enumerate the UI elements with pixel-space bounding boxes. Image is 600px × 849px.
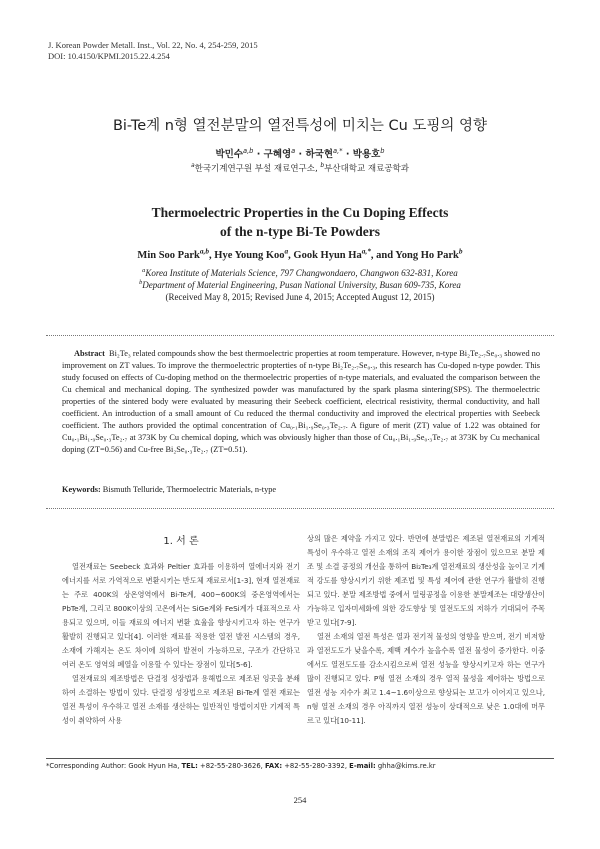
kr-affil-b: 부산대학교 재료공학과 <box>324 164 409 174</box>
en-affil-a: Korea Institute of Materials Science, 797 Changwondaero, Changwon 632-831, Korea <box>145 268 458 278</box>
english-title <box>0 203 600 241</box>
kr-author-3-mark: a,* <box>333 146 343 155</box>
kr-author-1-mark: a,b <box>243 146 254 155</box>
en-affil-a-mark: a <box>142 267 146 274</box>
kr-sep-3: · <box>342 149 353 160</box>
keywords-text: Bismuth Telluride, Thermoelectric Materials, n-type <box>102 485 277 494</box>
en-author-4: and Yong Ho Park <box>376 250 459 261</box>
kr-author-2: 구혜영 <box>263 149 292 160</box>
body-left-paragraph-2: 열전재료의 제조방법은 단결정 성장법과 용해법으로 제조된 잉곳을 분쇄하여 소결하는 방법이 있다. 단결정 성장법으로 제조된 Bi-Te계 열전 재료는 열전 특성이 우수하고 열전 소재를 생산하는 일반적인 방법이지만 기계적 특성이 취약하여 사용 <box>62 674 300 725</box>
en-author-4-mark: b <box>458 246 463 256</box>
en-author-2: Hye Young Koo <box>214 250 285 261</box>
journal-header <box>48 40 258 62</box>
en-affil-b-mark: b <box>139 279 143 286</box>
footnote-email: ghha@kims.re.kr <box>375 762 436 770</box>
abstract <box>62 348 540 456</box>
body-right-paragraph-2: 열전 소재의 열전 특성은 열과 전기적 물성의 영향을 받으며, 전기 비저항과 열전도도가 낮을수록, 제백 계수가 높을수록 열전 물성이 증가한다. 이중에서도 열전도도를 감소시킴으로써 열전 성능을 향상시키고자 하는 연구가 많이 진행되고 있다. P형 열전 소재의 경우 열적 물성을 제어하는 방법으로 열전 성능 지수가 최고 1.4~1.6이상으로 향상되는 보고가 이어지고 있으나, n형 열전 소재의 경우 아직까지 열전 성능이 상대적으로 낮은 1.0대에 머무르고 있다[10-11]. <box>307 632 545 725</box>
kr-author-4: 박용호 <box>352 149 381 160</box>
footnote-tel: +82-55-280-3626, <box>197 762 265 770</box>
korean-authors <box>0 146 600 160</box>
en-affil-b: Department of Material Engineering, Pusan National University, Busan 609-735, Korea <box>142 280 461 290</box>
en-author-3-mark: a,* <box>361 246 371 256</box>
english-title-line-1: Thermoelectric Properties in the Cu Doping Effects <box>151 205 449 220</box>
body-left-paragraph-1: 열전재료는 Seebeck 효과와 Peltier 효과를 이용하여 열에너지와 전기에너지를 서로 가역적으로 변환시키는 반도체 재료로서[1-3], 현재 열전재료는 주로 400K의 상온영역에서 Bi-Te계, 400~600K의 중온영역에서는 PbTe계, 그리고 800K이상의 고온에서는 SiGe계와 FeSi계가 대표적으로 사용되고 있으며, 이들 재료의 에너지 변환 효율을 향상시키고자 하는 연구가 활발히 진행되고 있다[4]. 이러한 재료를 적용한 열전 발전 시스템의 경우, 소재에 가해지는 온도 차이에 의하여 발전이 가능하므로, 구조가 간단하고 여러 온도 영역의 폐열을 이용할 수 있다는 장점이 있다[5-6]. <box>62 562 300 669</box>
section-1-title: 1. 서 론 <box>163 536 199 547</box>
korean-affiliations <box>0 162 600 174</box>
abstract-label: Abstract <box>74 349 105 358</box>
en-author-1-mark: a,b <box>199 246 210 256</box>
keywords <box>62 485 540 494</box>
kr-sep-1: · <box>253 149 264 160</box>
footnote-divider <box>46 758 554 759</box>
kr-sep-2: · <box>295 149 306 160</box>
english-affiliations <box>0 267 600 291</box>
footnote-prefix: *Corresponding Author: Gook Hyun Ha, <box>46 762 182 770</box>
footnote-fax: +82-55-280-3392, <box>282 762 350 770</box>
english-authors: Min Soo Park$^{a,b}$, Hye Young Koo$^a$, Gook Hyun $Ha^{a,*}$, and Yong Ho Park$^b$ <box>137 246 463 261</box>
kr-author-3: 하국현 <box>305 149 334 160</box>
footnote-email-label: E-mail: <box>349 762 376 770</box>
kr-author-4-mark: b <box>380 146 385 155</box>
korean-title: Bi-Te계 n형 열전분말의 열전특성에 미치는 Cu 도핑의 영향 <box>112 118 488 134</box>
journal-citation: J. Korean Powder Metall. Inst., Vol. 22, No. 4, 254-259, 2015 <box>48 40 258 50</box>
en-author-2-mark: a <box>284 246 289 256</box>
footnote-tel-label: TEL: <box>181 762 198 770</box>
kr-affil-a: 한국기계연구원 부설 재료연구소, <box>194 164 321 174</box>
en-author-1: Min Soo Park <box>137 250 200 261</box>
corresponding-author-footnote <box>46 762 436 770</box>
en-author-3: Gook Hyun Ha <box>293 250 362 261</box>
body-right-paragraph-1: 상의 많은 제약을 가지고 있다. 반면에 분말법은 제조된 열전재료의 기계적 특성이 우수하고 열전 소재의 조직 제어가 용이한 장점이 있으므로 분말 제조 및 소결 공정의 개선을 통하여 Bi₂Te₃계 열전재료의 생산성을 높이고 기계적 강도를 향상시키기 위한 제조법 및 특성 제어에 관한 연구가 활발히 진행되고 있다. 분말 제조방법 중에서 밀링공정을 이용한 분말제조는 대량생산이 가능하고 입자미세화에 의한 강도향상 및 열전도도의 저하가 기대되어 주목받고 있다[7-9]. <box>307 534 545 627</box>
kr-affil-b-mark: b <box>320 162 325 170</box>
english-title-line-2: of the n-type Bi-Te Powders <box>220 224 380 239</box>
kr-author-2-mark: a <box>291 146 296 155</box>
kr-affil-a-mark: a <box>190 162 195 170</box>
footnote-fax-label: FAX: <box>264 762 283 770</box>
doi: DOI: 10.4150/KPMI.2015.22.4.254 <box>48 51 170 61</box>
received-dates: (Received May 8, 2015; Revised June 4, 2015; Accepted August 12, 2015) <box>165 292 435 302</box>
abstract-top-divider <box>46 335 554 336</box>
abstract-text: Bi₂Te₃ related compounds show the best thermoelectric properties at room temperature. However, n-type Bi₂Te₂.₇Se₀.₃ showed no improvement on ZT values. To improve the thermoelectric propterties of n-type Bi₂Te₂.₇Se₀.₃, this research has Cu-doped n-type powder. This study focused on effects of Cu-doping method on the thermoelectric properties of n-type materials, and evaluated the comparison between the Cu chemical and mechanical doping. The synthesized powder was manufactured by the spark plasma sintering(SPS). The thermoelectric properties of the sintered body were evaluated by measuring their Seebeck coefficient, electrical resistivity, thermal conductivity, and hall coefficient. An introduction of a small amount of Cu reduced the thermal conductivity and improved the electrical properties with Seebeck coefficient. The authors provided the optimal concentration of Cu₀.₁Bi₁.₉Se₀.₃Te₂.₇. A figure of merit (ZT) value of 1.22 was obtained for Cu₀.₁Bi₁.₉Se₀.₃Te₂.₇ at 373K by Cu chemical doping, which was obviously higher than those of Cu₀.₁Bi₁.₉Se₀.₃Te₂.₇ at 373K by Cu mechanical doping (ZT=0.56) and Cu-free Bi₂Se₀.₃Te₂.₇ (ZT=0.51). <box>62 349 540 454</box>
abstract-bottom-divider <box>46 508 554 509</box>
page-number: 254 <box>293 795 307 805</box>
keywords-label: Keywords: <box>62 485 101 494</box>
kr-author-1: 박민수 <box>215 149 243 160</box>
